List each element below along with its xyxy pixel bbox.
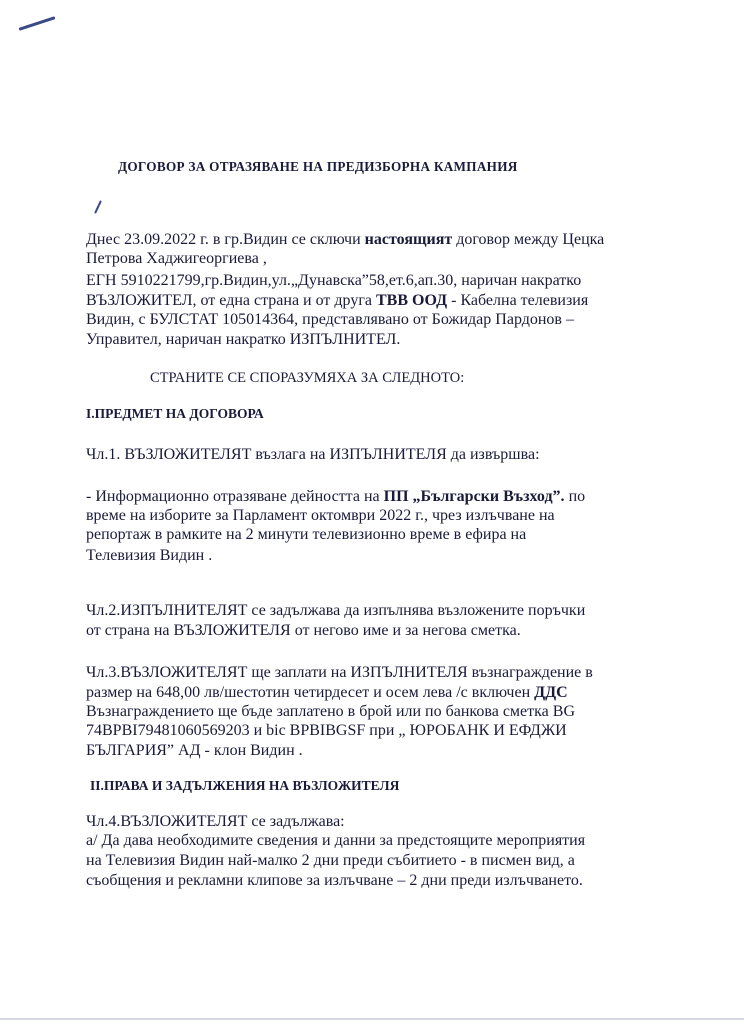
article-2-line-1: Чл.2.ИЗПЪЛНИТЕЛЯТ се задължава да изпълнява възложените поръчки bbox=[86, 602, 586, 619]
intro-line-4: ВЪЗЛОЖИТЕЛ, от една страна и от друга ТВВ ООД - Кабелна телевизия bbox=[86, 292, 589, 309]
article-2-line-2: от страна на ВЪЗЛОЖИТЕЛЯ от негово име и за негова сметка. bbox=[86, 622, 521, 639]
article-4-a-line-2: на Телевизия Видин най-малко 2 дни преди събитието - в писмен вид, а bbox=[86, 852, 575, 869]
intro-line-3: ЕГН 5910221799,гр.Видин,ул.„Дунавска”58,ет.6,ап.30, наричан накратко bbox=[86, 272, 582, 289]
article-3-line-5: БЪЛГАРИЯ” АД - клон Видин . bbox=[86, 742, 303, 759]
item-1-line-2: време на изборите за Парламент октомври 2022 г., чрез излъчване на bbox=[86, 507, 555, 524]
article-3-line-1: Чл.3.ВЪЗЛОЖИТЕЛЯТ ще заплати на ИЗПЪЛНИТЕЛЯ възнаграждение в bbox=[86, 664, 593, 681]
article-4-a-line-1: а/ Да дава необходимите сведения и данни за предстоящите мероприятия bbox=[86, 832, 586, 849]
section-1-heading: I.ПРЕДМЕТ НА ДОГОВОРА bbox=[86, 406, 264, 421]
item-1-line-1: - Информационно отразяване дейността на ПП „Български Възход”. по bbox=[86, 488, 586, 505]
intro-line-5: Видин, с БУЛСТАТ 105014364, представлявано от Божидар Пардонов – bbox=[86, 311, 574, 328]
pen-mark bbox=[18, 16, 55, 31]
article-3-line-3: Възнаграждението ще бъде заплатено в брой или по банкова сметка BG bbox=[86, 703, 575, 720]
page-edge-line bbox=[0, 1018, 744, 1020]
item-1-line-4: Телевизия Видин . bbox=[86, 547, 213, 564]
intro-line-2: Петрова Хаджигеоргиева , bbox=[86, 250, 267, 267]
intro-line-6: Управител, наричан накратко ИЗПЪЛНИТЕЛ. bbox=[86, 331, 401, 348]
pen-mark-small bbox=[94, 200, 102, 214]
article-3-line-4: 74BPBI79481060569203 и bic BPBIBGSF при „ ЮРОБАНК И ЕФДЖИ bbox=[86, 722, 567, 739]
article-4: Чл.4.ВЪЗЛОЖИТЕЛЯТ се задължава: bbox=[86, 813, 345, 830]
item-1-line-3: репортаж в рамките на 2 минути телевизионно време в ефира на bbox=[86, 526, 527, 543]
section-2-heading: II.ПРАВА И ЗАДЪЛЖЕНИЯ НА ВЪЗЛОЖИТЕЛЯ bbox=[90, 778, 400, 793]
document-title: ДОГОВОР ЗА ОТРАЗЯВАНЕ НА ПРЕДИЗБОРНА КАМПАНИЯ bbox=[118, 159, 518, 174]
article-3-line-2: размер на 648,00 лв/шестотин четирдесет и осем лева /с включен ДДС bbox=[86, 684, 568, 701]
article-4-a-line-3: съобщения и рекламни клипове за излъчване – 2 дни преди излъчването. bbox=[86, 872, 583, 889]
intro-line-1: Днес 23.09.2022 г. в гр.Видин се сключи настоящият договор между Цецка bbox=[86, 231, 605, 248]
agreement-heading: СТРАНИТЕ СЕ СПОРАЗУМЯХА ЗА СЛЕДНОТО: bbox=[150, 370, 465, 386]
article-1: Чл.1. ВЪЗЛОЖИТЕЛЯТ възлага на ИЗПЪЛНИТЕЛЯ да извършва: bbox=[86, 446, 540, 463]
